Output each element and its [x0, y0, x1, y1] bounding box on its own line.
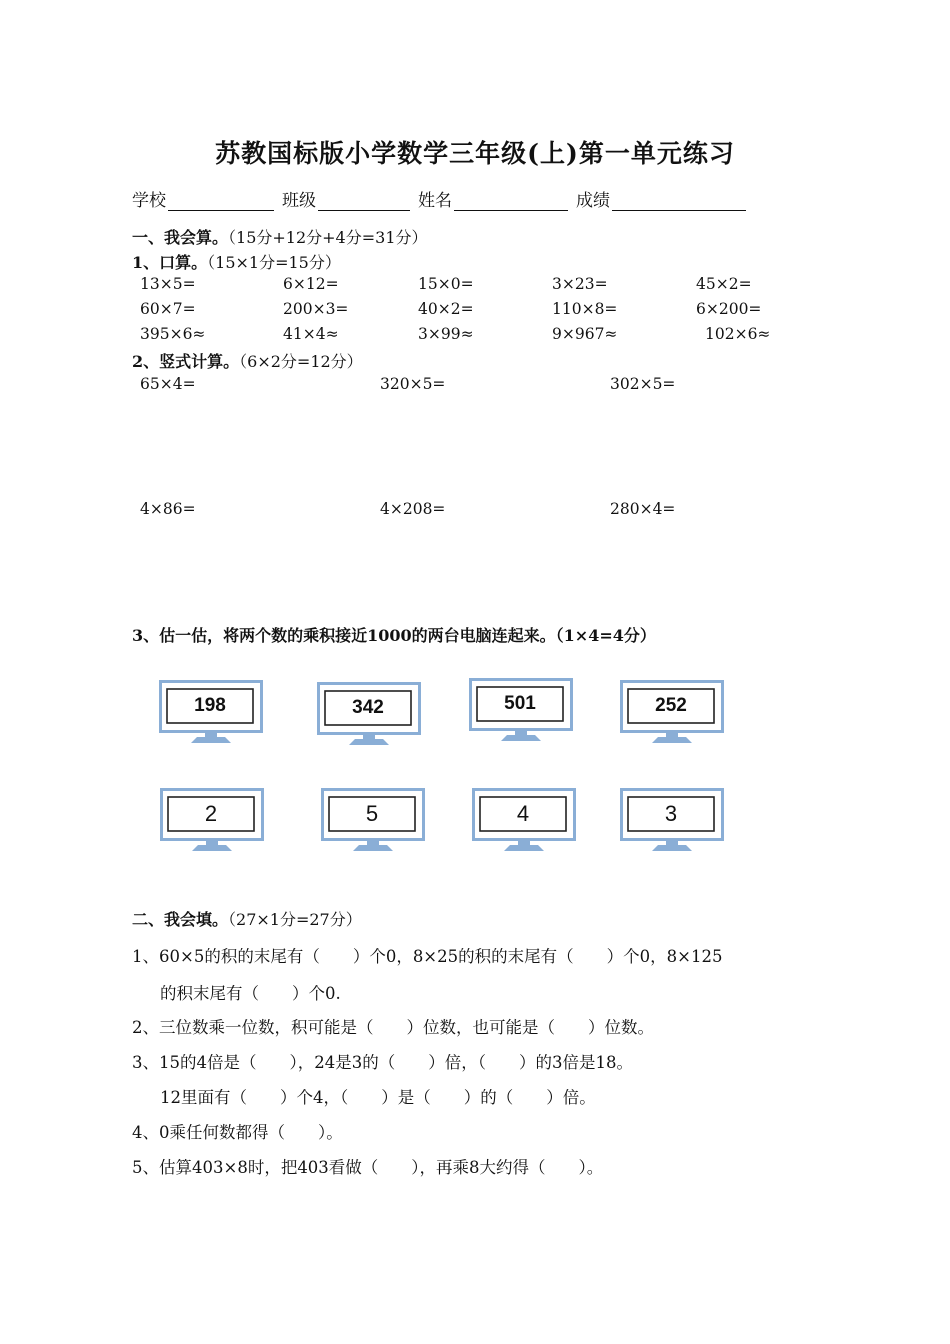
q2-points: （6×2分=12分） — [239, 352, 363, 371]
monitor-number: 501 — [504, 693, 536, 714]
fill-question-line: 1、60×5的积的末尾有（ ）个0，8×25的积的末尾有（ ）个0，8×125 — [132, 947, 723, 966]
q2-title: 2、竖式计算。 — [132, 352, 240, 371]
section2-points: （27×1分=27分） — [228, 910, 362, 929]
monitor-number: 198 — [194, 695, 226, 716]
section1-title: 一、我会算。 — [132, 228, 229, 247]
score-label: 成绩 — [576, 191, 610, 211]
name-label: 姓名 — [418, 191, 452, 211]
monitor-501[interactable] — [469, 678, 573, 742]
vertical-calc-item: 65×4= — [140, 375, 196, 393]
class-blank[interactable] — [318, 190, 410, 211]
q1-heading — [132, 250, 341, 273]
fill-question-line: 3、15的4倍是（ ），24是3的（ ）倍，（ ）的3倍是18。 — [132, 1053, 633, 1072]
page-title: 苏教国标版小学数学三年级(上)第一单元练习 — [215, 139, 735, 168]
score-blank[interactable] — [612, 190, 746, 211]
vertical-calc-item: 280×4= — [610, 500, 676, 518]
section1-heading — [132, 225, 428, 248]
oral-calc-item: 13×5= — [140, 275, 196, 293]
fill-question-line: 4、0乘任何数都得（ ）。 — [132, 1123, 343, 1142]
fill-question-line: 12里面有（ ）个4，（ ）是（ ）的（ ）倍。 — [160, 1088, 596, 1107]
monitor-5[interactable] — [321, 788, 425, 852]
oral-calc-item: 102×6≈ — [705, 325, 771, 343]
oral-calc-item: 40×2= — [418, 300, 474, 318]
oral-calc-item: 6×12= — [283, 275, 339, 293]
fill-question-line: 2、三位数乘一位数，积可能是（ ）位数，也可能是（ ）位数。 — [132, 1018, 654, 1037]
school-blank[interactable] — [168, 190, 274, 211]
section1-points: （15分+12分+4分=31分） — [228, 228, 428, 247]
oral-calc-item: 110×8= — [552, 300, 618, 318]
oral-calc-item: 395×6≈ — [140, 325, 206, 343]
fill-question-line: 的积末尾有（ ）个0. — [160, 984, 341, 1003]
oral-calc-item: 3×99≈ — [418, 325, 474, 343]
vertical-calc-item: 302×5= — [610, 375, 676, 393]
vertical-calc-item: 4×86= — [140, 500, 196, 518]
monitor-number: 5 — [365, 801, 379, 826]
oral-calc-item: 45×2= — [696, 275, 752, 293]
vertical-calc-item: 320×5= — [380, 375, 446, 393]
name-blank[interactable] — [454, 190, 568, 211]
monitor-2[interactable] — [160, 788, 264, 852]
monitor-3[interactable] — [620, 788, 724, 852]
school-label: 学校 — [132, 191, 166, 211]
monitor-number: 342 — [352, 697, 384, 718]
monitor-number: 4 — [516, 801, 530, 826]
oral-calc-item: 200×3= — [283, 300, 349, 318]
class-label: 班级 — [282, 191, 316, 211]
oral-calc-item: 6×200= — [696, 300, 762, 318]
fill-question-line: 5、估算403×8时，把403看做（ ），再乘8大约得（ ）。 — [132, 1158, 604, 1177]
monitor-198[interactable] — [159, 680, 263, 744]
q2-heading — [132, 349, 363, 372]
student-info-row — [132, 186, 754, 211]
q1-title: 1、口算。 — [132, 253, 208, 272]
monitor-4[interactable] — [472, 788, 576, 852]
monitor-number: 2 — [204, 801, 218, 826]
monitor-number: 3 — [664, 801, 678, 826]
q1-points: （15×1分=15分） — [207, 253, 341, 272]
oral-calc-item: 3×23= — [552, 275, 608, 293]
monitor-number: 252 — [655, 695, 687, 716]
oral-calc-item: 41×4≈ — [283, 325, 339, 343]
q3-instruction: 3、估一估，将两个数的乘积接近1000的两台电脑连起来。（1×4=4分） — [132, 626, 656, 645]
oral-calc-item: 9×967≈ — [552, 325, 618, 343]
oral-calc-item: 60×7= — [140, 300, 196, 318]
section2-title: 二、我会填。 — [132, 910, 229, 929]
vertical-calc-item: 4×208= — [380, 500, 446, 518]
monitor-252[interactable] — [620, 680, 724, 744]
monitor-342[interactable] — [317, 682, 421, 746]
section2-heading — [132, 907, 362, 930]
oral-calc-item: 15×0= — [418, 275, 474, 293]
